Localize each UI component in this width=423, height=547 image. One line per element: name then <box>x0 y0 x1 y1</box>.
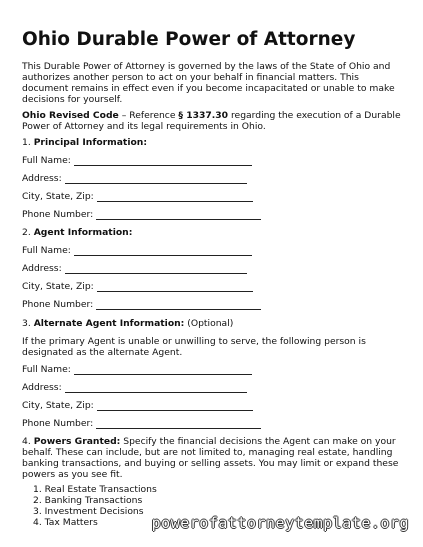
alternate-full-name-field <box>22 364 252 375</box>
agent-city-state-zip-blank[interactable] <box>97 282 253 292</box>
principal-phone-number-field <box>22 209 261 220</box>
revised-code-text: regarding the execution of a Durable Power of Attorney and its legal requirements in Ohio. <box>22 110 401 132</box>
section-heading: Agent Information: <box>33 227 133 238</box>
section-number: 4. <box>22 436 34 447</box>
field-label: Phone Number: <box>22 299 94 310</box>
site-watermark: powerofattorneytemplate.org <box>151 514 409 532</box>
agent-phone-number-field <box>22 299 261 310</box>
principal-address-field <box>22 173 247 184</box>
alternate-agent-heading <box>22 318 233 329</box>
field-label: Address: <box>22 382 62 393</box>
field-label: Address: <box>22 263 62 274</box>
agent-heading <box>22 227 132 238</box>
intro-paragraph: This Durable Power of Attorney is governed by the laws of the State of Ohio and authorizes another person to act on your behalf in financial matters. This document remains in effect even if you become incapacitated or unable to make decisions for yourself. <box>22 61 395 105</box>
field-label: City, State, Zip: <box>22 191 94 202</box>
alternate-city-state-zip-field <box>22 400 253 411</box>
principal-heading <box>22 137 147 148</box>
principal-address-blank[interactable] <box>65 174 247 184</box>
section-heading: Principal Information: <box>33 137 148 148</box>
list-item: 3. Investment Decisions <box>33 506 144 517</box>
principal-city-state-zip-field <box>22 191 253 202</box>
principal-full-name-field <box>22 155 252 166</box>
field-label: Phone Number: <box>22 418 94 429</box>
agent-address-field <box>22 263 247 274</box>
revised-code-section: § 1337.30 <box>178 110 229 121</box>
field-label: Full Name: <box>22 155 71 166</box>
field-label: Full Name: <box>22 364 71 375</box>
section-note: (Optional) <box>184 318 234 329</box>
field-label: Address: <box>22 173 62 184</box>
alternate-full-name-blank[interactable] <box>74 365 252 375</box>
principal-full-name-blank[interactable] <box>74 156 252 166</box>
field-label: Full Name: <box>22 245 71 256</box>
revised-code-label: Ohio Revised Code <box>22 110 119 121</box>
agent-address-blank[interactable] <box>65 264 247 274</box>
section-heading: Powers Granted: <box>33 436 121 447</box>
powers-list <box>33 484 157 528</box>
alternate-phone-number-field <box>22 418 261 429</box>
section-number: 3. <box>22 318 34 329</box>
agent-city-state-zip-field <box>22 281 253 292</box>
powers-text: Specify the financial decisions the Agent can make on your behalf. These can include, but are not limited to, managing real estate, handling banking transactions, and buying or selling assets. You may limit or expand these powers as you see fit. <box>22 436 399 480</box>
section-number: 2. <box>22 227 34 238</box>
field-label: Phone Number: <box>22 209 94 220</box>
document-title: Ohio Durable Power of Attorney <box>22 29 356 50</box>
list-item: 2. Banking Transactions <box>33 495 143 506</box>
alternate-phone-number-blank[interactable] <box>96 419 261 429</box>
list-item: 1. Real Estate Transactions <box>33 484 157 495</box>
field-label: City, State, Zip: <box>22 400 94 411</box>
section-heading: Alternate Agent Information: <box>33 318 185 329</box>
agent-phone-number-blank[interactable] <box>96 300 261 310</box>
revised-code-dash: – Reference <box>118 110 179 121</box>
section-number: 1. <box>22 137 34 148</box>
alternate-agent-description: If the primary Agent is unable or unwilling to serve, the following person is designated as the alternate Agent. <box>22 336 366 358</box>
field-label: City, State, Zip: <box>22 281 94 292</box>
principal-city-state-zip-blank[interactable] <box>97 192 253 202</box>
alternate-address-field <box>22 382 247 393</box>
principal-phone-number-blank[interactable] <box>96 210 261 220</box>
agent-full-name-blank[interactable] <box>74 246 252 256</box>
alternate-address-blank[interactable] <box>65 383 247 393</box>
list-item: 4. Tax Matters <box>33 517 98 528</box>
alternate-city-state-zip-blank[interactable] <box>97 401 253 411</box>
agent-full-name-field <box>22 245 252 256</box>
revised-code-paragraph <box>22 110 407 132</box>
powers-granted-paragraph <box>22 436 407 480</box>
